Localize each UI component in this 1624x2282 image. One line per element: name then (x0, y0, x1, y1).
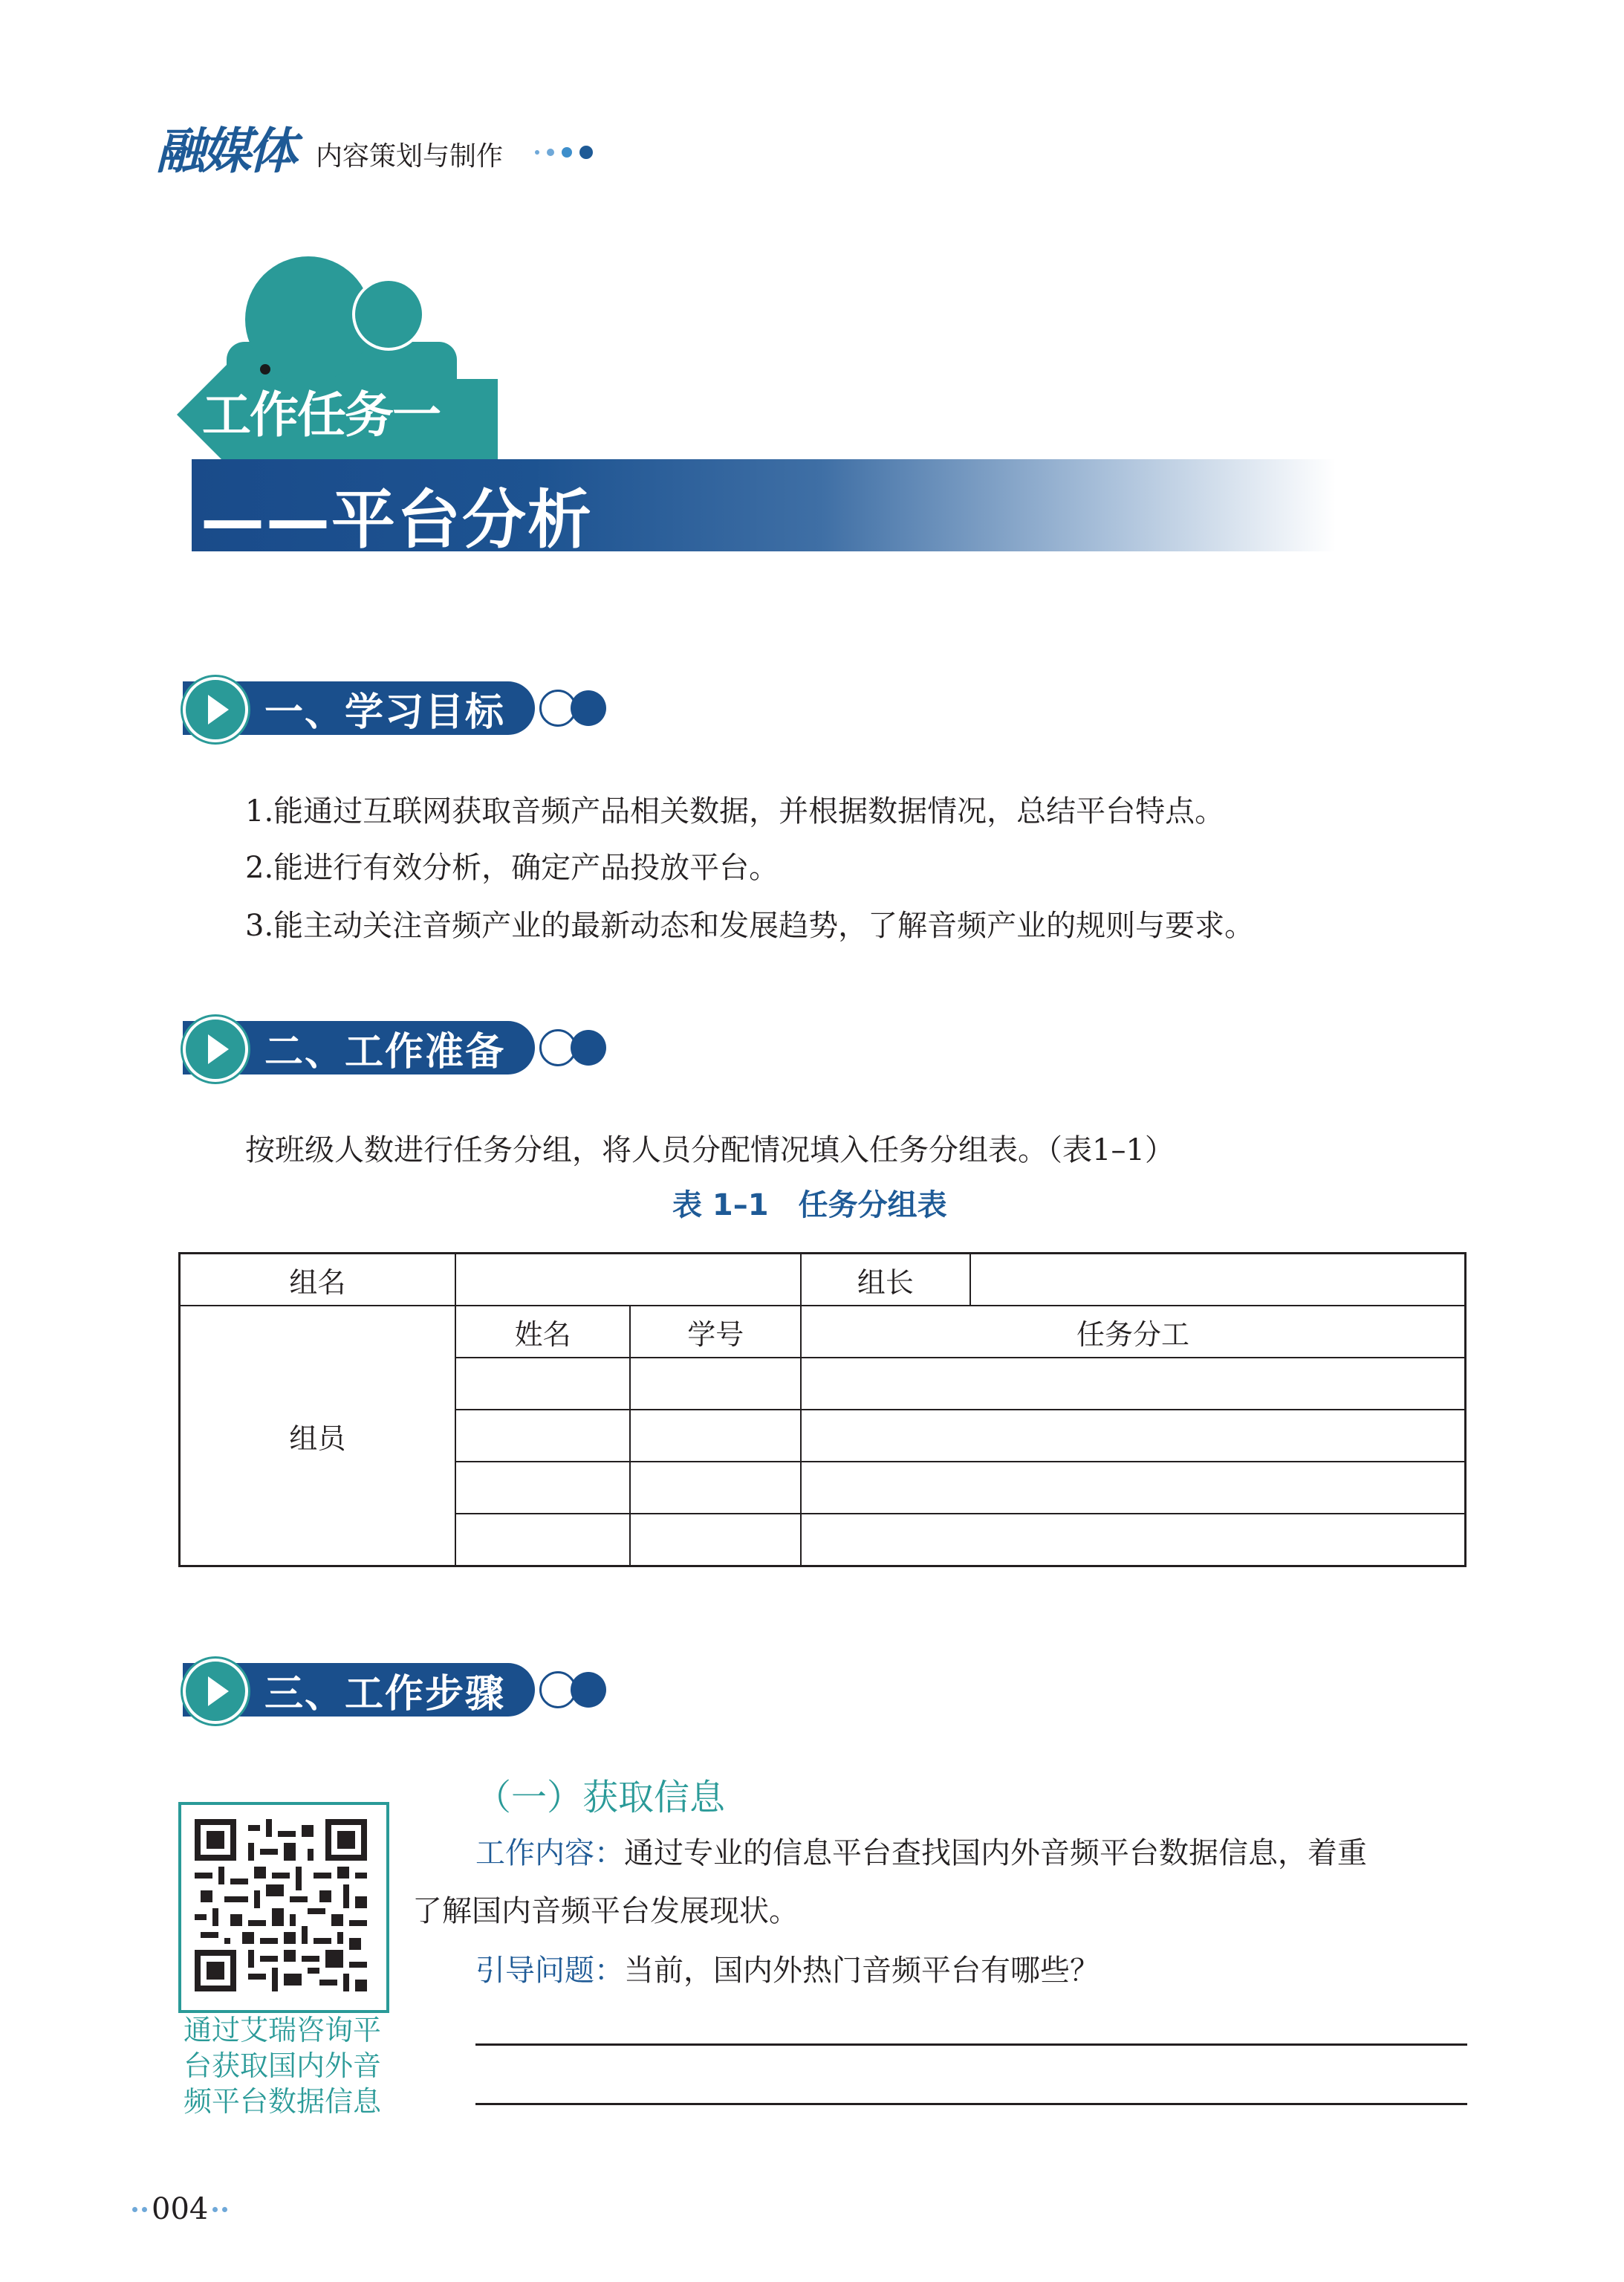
answer-line[interactable] (475, 2103, 1467, 2105)
table-caption: 表 1–1 任务分组表 (672, 1188, 947, 1222)
section-heading-steps (183, 1662, 606, 1718)
member-id-cell[interactable] (630, 1358, 801, 1410)
col-header-name: 姓名 (455, 1306, 631, 1358)
member-name-cell[interactable] (455, 1410, 631, 1462)
section-heading-preparation (183, 1020, 606, 1076)
camera-side-shape (446, 379, 498, 461)
member-name-cell[interactable] (455, 1514, 631, 1566)
member-id-cell[interactable] (630, 1410, 801, 1462)
circle-filled-icon (571, 1030, 606, 1066)
col-header-task: 任务分工 (801, 1306, 1465, 1358)
work-content-label: 工作内容： (475, 1836, 624, 1870)
work-content-line1 (475, 1832, 1367, 1874)
header-dots (535, 146, 593, 159)
qr-caption-line: 台获取国内外音 (183, 2049, 381, 2082)
member-id-cell[interactable] (630, 1462, 801, 1514)
guide-question (475, 1950, 1100, 1991)
play-icon (183, 1017, 248, 1082)
preparation-intro: 按班级人数进行任务分组，将人员分配情况填入任务分组表。（表1–1） (245, 1133, 1175, 1167)
dot-icon (142, 2207, 147, 2212)
play-icon (183, 677, 248, 742)
dot-icon (222, 2207, 227, 2212)
play-icon (183, 1659, 248, 1724)
members-label: 组员 (180, 1306, 455, 1566)
group-name-field[interactable] (455, 1254, 801, 1306)
member-task-cell[interactable] (801, 1462, 1465, 1514)
qr-code-icon (195, 1819, 367, 1991)
qr-caption (171, 2012, 394, 2119)
section-heading-objectives (183, 680, 606, 736)
series-logo: 融媒体 (156, 123, 294, 180)
qr-code[interactable] (195, 1819, 367, 1991)
camera-dot (260, 364, 270, 375)
page-title: ——平台分析 (201, 483, 593, 557)
circle-filled-icon (571, 690, 606, 726)
member-id-cell[interactable] (630, 1514, 801, 1566)
book-title: 内容策划与制作 (316, 141, 504, 172)
page-number (132, 2192, 227, 2226)
film-reel-small (355, 281, 422, 348)
objective-item: 2.能进行有效分析，确定产品投放平台。 (245, 851, 779, 885)
page-number-text: 004 (152, 2192, 209, 2226)
member-name-cell[interactable] (455, 1358, 631, 1410)
qr-caption-line: 通过艾瑞咨询平 (183, 2014, 381, 2046)
section-heading-label: 一、学习目标 (183, 681, 535, 735)
leader-label: 组长 (801, 1254, 970, 1306)
section-heading-label: 三、工作步骤 (183, 1663, 535, 1717)
qr-caption-line: 频平台数据信息 (183, 2085, 381, 2118)
guide-question-text: 当前，国内外热门音频平台有哪些？ (624, 1954, 1100, 1988)
group-name-label: 组名 (180, 1254, 455, 1306)
work-content-line2: 了解国内音频平台发展现状。 (412, 1894, 799, 1928)
dot-icon (212, 2207, 218, 2212)
circle-filled-icon (571, 1672, 606, 1708)
section-heading-label: 二、工作准备 (183, 1021, 535, 1074)
work-content-text: 通过专业的信息平台查找国内外音频平台数据信息，着重 (624, 1836, 1367, 1870)
answer-line[interactable] (475, 2043, 1467, 2046)
objective-item: 3.能主动关注音频产业的最新动态和发展趋势，了解音频产业的规则与要求。 (245, 909, 1255, 943)
task-group-table (178, 1252, 1467, 1567)
member-task-cell[interactable] (801, 1514, 1465, 1566)
task-number: 工作任务一 (202, 386, 440, 444)
leader-field[interactable] (970, 1254, 1466, 1306)
guide-question-label: 引导问题： (475, 1954, 624, 1988)
dot-icon (132, 2207, 137, 2212)
sub-heading: （一）获取信息 (475, 1777, 726, 1818)
member-task-cell[interactable] (801, 1358, 1465, 1410)
member-task-cell[interactable] (801, 1410, 1465, 1462)
col-header-id: 学号 (630, 1306, 801, 1358)
objective-item: 1.能通过互联网获取音频产品相关数据，并根据数据情况，总结平台特点。 (245, 794, 1225, 829)
member-name-cell[interactable] (455, 1462, 631, 1514)
